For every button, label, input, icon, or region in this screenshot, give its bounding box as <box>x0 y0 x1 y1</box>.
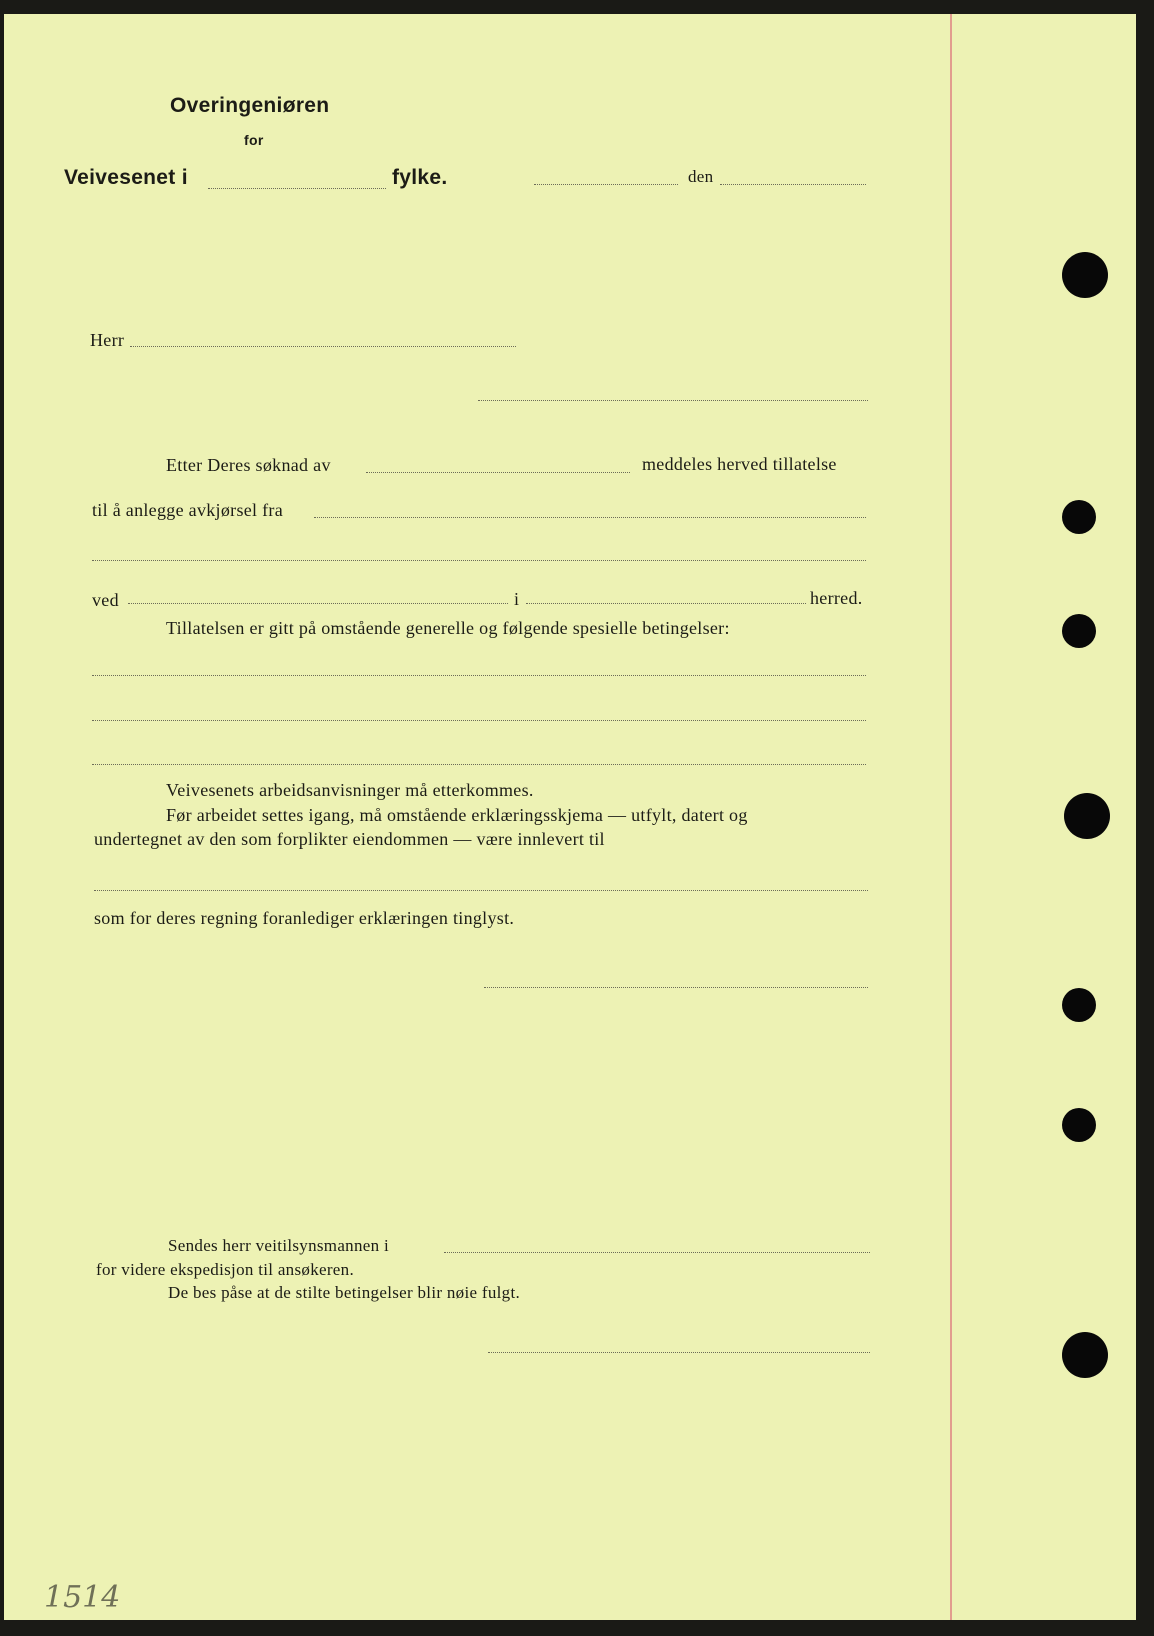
soknad-date-field[interactable] <box>366 472 630 473</box>
sendes-text: Sendes herr veitilsynsmannen i <box>168 1236 389 1255</box>
meddeles-label: meddeles herved tillatelse <box>642 454 837 474</box>
binder-hole-icon <box>1064 793 1110 839</box>
etter-deres-label: Etter Deres søknad av <box>166 455 331 475</box>
conditions-line-2[interactable] <box>92 720 866 721</box>
binder-hole-icon <box>1062 1332 1108 1378</box>
veitilsynsmann-field[interactable] <box>444 1252 870 1253</box>
handwritten-margin-number: 1514 <box>44 1580 121 1615</box>
recipient-name-field[interactable] <box>130 346 516 347</box>
innlevert-til-field[interactable] <box>94 890 868 891</box>
til-anlegge-label: til å anlegge avkjørsel fra <box>92 500 284 520</box>
recipient-address-field[interactable] <box>478 400 868 401</box>
binder-hole-icon <box>1062 614 1096 648</box>
place-field[interactable] <box>534 184 678 185</box>
tillatelsen-text: Tillatelsen er gitt på omstående generelle og følgende spesielle betingelser: <box>166 618 730 638</box>
herred-label: herred. <box>810 588 863 608</box>
document-page <box>4 14 1136 1620</box>
de-bes-text: De bes påse at de stilte betingelser blir nøie fulgt. <box>168 1283 521 1302</box>
for-videre-text: for videre ekspedisjon til ansøkeren. <box>96 1260 354 1279</box>
binder-hole-icon <box>1062 500 1096 534</box>
i-label: i <box>514 589 520 609</box>
avkjorsel-fra-field-2[interactable] <box>92 560 866 561</box>
veivesenets-text: Veivesenets arbeidsanvisninger må etterkommes. <box>166 780 534 800</box>
binder-hole-icon <box>1062 252 1108 298</box>
herr-label: Herr <box>90 330 125 350</box>
binder-hole-icon <box>1062 1108 1096 1142</box>
document-title: Overingeniøren <box>170 94 330 117</box>
ved-field[interactable] <box>128 603 508 604</box>
fylke-label: fylke. <box>392 166 448 189</box>
ved-label: ved <box>92 590 119 610</box>
herred-field[interactable] <box>526 603 806 604</box>
fylke-field[interactable] <box>208 188 386 189</box>
signature-line-2[interactable] <box>488 1352 870 1353</box>
date-field[interactable] <box>720 184 866 185</box>
avkjorsel-fra-field[interactable] <box>314 517 866 518</box>
for-arbeidet-text: Før arbeidet settes igang, må omstående erklæringsskjema — utfylt, datert og <box>166 805 748 825</box>
conditions-line-1[interactable] <box>92 675 866 676</box>
veivesenet-label: Veivesenet i <box>64 166 188 189</box>
red-margin-line <box>950 14 952 1620</box>
undertegnet-text: undertegnet av den som forplikter eiendommen — være innlevert til <box>94 829 605 849</box>
for-label: for <box>244 132 264 148</box>
conditions-line-3[interactable] <box>92 764 866 765</box>
som-for-text: som for deres regning foranlediger erklæringen tinglyst. <box>94 908 515 928</box>
signature-line-1[interactable] <box>484 987 868 988</box>
den-label: den <box>688 167 714 186</box>
binder-hole-icon <box>1062 988 1096 1022</box>
